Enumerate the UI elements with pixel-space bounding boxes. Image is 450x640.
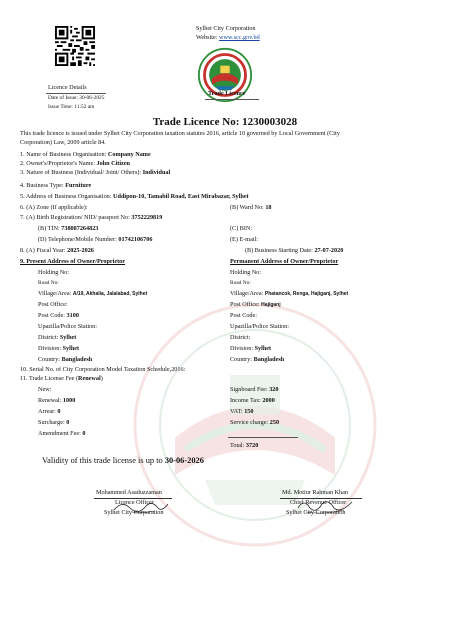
fee-arrear: Arrear: 0 [38, 408, 61, 415]
field-zone: 6. (A) Zone (If applicable): [20, 204, 88, 211]
website-label: Website: [196, 34, 218, 41]
chief-revenue-officer-org: Sylhet City Corporation [286, 509, 346, 516]
issue-time: Issue Time: 11:52 am [48, 104, 95, 110]
fee-renewal: Renewal: 1000 [38, 397, 76, 404]
fee-amendment: Amendment Fee: 0 [38, 430, 86, 437]
field-nid: 7. (A) Birth Registration/ NID/ passport No: 3752229819 [20, 214, 163, 221]
trade-licence-label: Trade Licence [208, 90, 246, 97]
fee-total: Total: 3720 [230, 442, 259, 449]
left-district: District: Sylhet [38, 334, 77, 341]
right-division: Division: Sylhet [230, 345, 272, 352]
right-holding: Holding No: [230, 269, 262, 276]
left-village: Village/Area: A/19, Akhalia, Jalalabad, Sylhet [38, 290, 148, 297]
website-line [196, 34, 260, 42]
licence-officer-org: Sylhet City Corporation [104, 509, 164, 516]
field-ward-no: (B) Ward No: 18 [230, 204, 272, 211]
left-division: Division: Sylhet [38, 345, 80, 352]
chief-revenue-officer-title: Chief Revenue Officer [290, 499, 347, 506]
field-business-address: 5. Address of Business Organisation: Uddipon-10, Tamabil Road, East Mirabazar, Sylhet [20, 193, 249, 200]
field-bin: (C) BIN: [230, 225, 253, 232]
present-address-title: 9. Present Address of Owner/Proprietor [20, 258, 125, 265]
field-nature-of-business: 3. Nature of Business (Individual/ Joint/ Others): Individual [20, 169, 171, 176]
field-email: (E) E-mail: [230, 236, 259, 243]
field-owner-name: 2. Owner's/Proprietor's Name: John Citizen [20, 160, 130, 167]
field-business-name: 1. Name of Business Organisation: Company Name [20, 151, 151, 158]
left-road: Road No: [38, 280, 59, 286]
date-of-issue: Date of Issue: 30-06-2025 [48, 95, 105, 101]
licence-title: Trade Licence No: 1230003028 [152, 116, 298, 128]
licence-officer-name: Mohammed Asaduzzaman [96, 489, 162, 496]
licence-officer-title: Licence Officer [115, 499, 154, 506]
fee-signboard: Signboard Fee: 320 [230, 386, 279, 393]
left-post-office: Post Office: [38, 301, 68, 308]
website-link[interactable]: www.scc.gov.bd [219, 34, 260, 41]
field-fiscal-year: 8. (A) Fiscal Year: 2025-2026 [20, 247, 94, 254]
fee-surcharge: Surcharge: 0 [38, 419, 70, 426]
left-holding: Holding No: [38, 269, 70, 276]
intro-line-2: Corporation) Law, 2009 article 84. [20, 139, 106, 146]
field-serial-no: 10. Serial No. of City Corporation Model Taxation Schedule,2016: [20, 366, 186, 373]
qr-code-icon [55, 26, 95, 66]
chief-revenue-officer-name: Md. Motiur Rahman Khan [282, 489, 348, 496]
fee-vat: VAT: 150 [230, 408, 254, 415]
right-post-office: Post Office: Hajiganj [230, 301, 281, 308]
right-upazila: Upazilla/Police Station: [230, 323, 289, 330]
right-country: Country: Bangladesh [230, 356, 285, 363]
fee-new: New: [38, 386, 52, 393]
permanent-address-title: Permanent Address of Owner/Proprietor [230, 258, 339, 265]
fee-income-tax: Income Tax: 2000 [230, 397, 275, 404]
fee-service-charge: Service charge: 250 [230, 419, 280, 426]
right-post-code: Post Code: [230, 312, 257, 319]
right-road: Road No: [230, 280, 251, 286]
right-village: Village/Area: Phatancok, Renga, Hajiganj, Sylhet [230, 290, 349, 297]
right-district: District: [230, 334, 251, 341]
intro-line-1: This trade licence is issued under Sylhet City Corporation taxation statutes 2016, article 10 governed by Local Government (City [20, 130, 340, 137]
validity-statement: Validity of this trade license is up to 30-06-2026 [42, 456, 204, 465]
field-business-type: 4. Business Type: Furniture [20, 182, 92, 189]
field-business-start-date: (B) Business Starting Date: 27-07-2020 [245, 247, 344, 254]
field-trade-license-fee: 11. Trade License Fee (Renewal) [20, 375, 103, 382]
licence-details-label: Licence Details [48, 84, 87, 91]
left-upazila: Upazilla/Police Station: [38, 323, 97, 330]
org-name: Sylhet City Corporation [196, 25, 256, 32]
field-tin: (B) TIN: 738087264823 [38, 225, 99, 232]
left-post-code: Post Code: 3100 [38, 312, 79, 319]
field-phone: (D) Telephone/Mobile Number: 01742106706 [38, 236, 153, 243]
left-country: Country: Bangladesh [38, 356, 93, 363]
